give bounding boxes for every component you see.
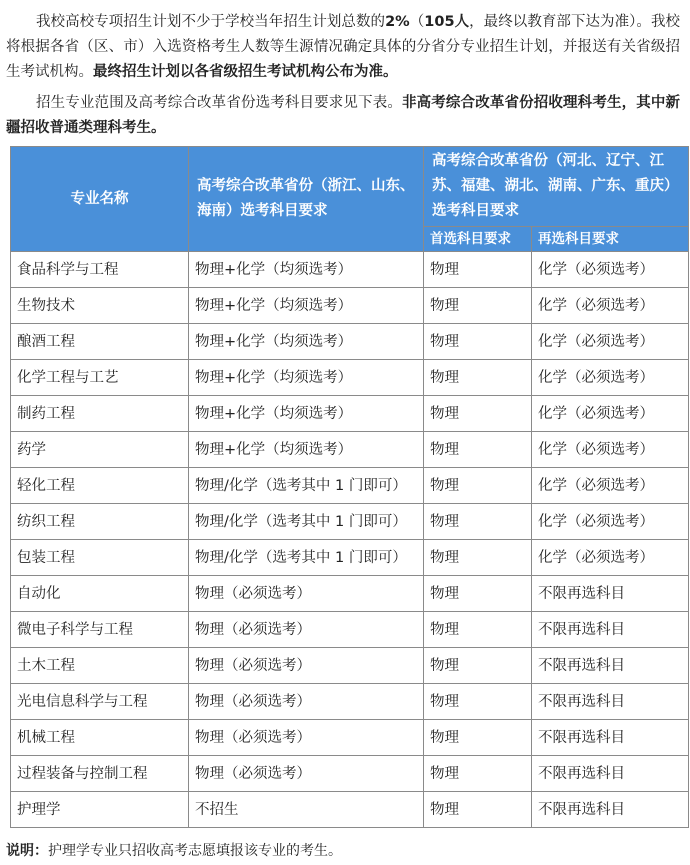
table-row — [11, 324, 689, 360]
text-span: 我校高校专项招生计划不少于学校当年招生计划总数的 — [36, 14, 386, 30]
text-span: ，最终以教育部下达为准）。我校将根据各省（区、市）入选资格考生人数等生源情况确定具体的分省分专业招生计划，并报送有关省级招生考试机构。 — [6, 14, 681, 80]
cell-first: 物理 — [424, 504, 532, 540]
cell-second: 不限再选科目 — [532, 576, 689, 612]
cell-group1: 物理（必须选考） — [189, 648, 424, 684]
header-major: 专业名称 — [11, 147, 189, 252]
cell-second: 不限再选科目 — [532, 792, 689, 828]
table-row — [11, 288, 689, 324]
table-row — [11, 648, 689, 684]
cell-first: 物理 — [424, 756, 532, 792]
cell-first: 物理 — [424, 576, 532, 612]
cell-major: 纺织工程 — [11, 504, 189, 540]
cell-first: 物理 — [424, 540, 532, 576]
table-row — [11, 540, 689, 576]
cell-first: 物理 — [424, 432, 532, 468]
cell-second: 化学（必须选考） — [532, 360, 689, 396]
text-span: （ — [409, 14, 425, 30]
text-span: 招生专业范围及高考综合改革省份选考科目要求见下表。 — [36, 95, 402, 111]
cell-first: 物理 — [424, 288, 532, 324]
table-row — [11, 504, 689, 540]
cell-first: 物理 — [424, 360, 532, 396]
cell-major: 生物技术 — [11, 288, 189, 324]
cell-major: 化学工程与工艺 — [11, 360, 189, 396]
cell-group1: 物理/化学（选考其中 1 门即可） — [189, 468, 424, 504]
table-row — [11, 684, 689, 720]
cell-major: 轻化工程 — [11, 468, 189, 504]
cell-group1: 物理+化学（均须选考） — [189, 288, 424, 324]
cell-first: 物理 — [424, 396, 532, 432]
table-row — [11, 396, 689, 432]
cell-first: 物理 — [424, 792, 532, 828]
bold-percent: 2% — [385, 14, 410, 30]
cell-second: 不限再选科目 — [532, 684, 689, 720]
cell-second: 不限再选科目 — [532, 648, 689, 684]
cell-major: 机械工程 — [11, 720, 189, 756]
cell-first: 物理 — [424, 612, 532, 648]
cell-group1: 物理+化学（均须选考） — [189, 432, 424, 468]
cell-group1: 不招生 — [189, 792, 424, 828]
cell-group1: 物理（必须选考） — [189, 684, 424, 720]
cell-second: 化学（必须选考） — [532, 468, 689, 504]
cell-group1: 物理+化学（均须选考） — [189, 252, 424, 288]
cell-second: 化学（必须选考） — [532, 288, 689, 324]
header-second-subject: 再选科目要求 — [532, 227, 689, 252]
cell-major: 自动化 — [11, 576, 189, 612]
note — [6, 840, 342, 862]
cell-second: 不限再选科目 — [532, 756, 689, 792]
cell-group1: 物理（必须选考） — [189, 756, 424, 792]
table-body — [11, 252, 689, 828]
cell-major: 护理学 — [11, 792, 189, 828]
intro-paragraph-1 — [0, 0, 690, 85]
table-row — [11, 576, 689, 612]
header-group1: 高考综合改革省份（浙江、山东、海南）选考科目要求 — [189, 147, 424, 252]
bold-statement: 最终招生计划以各省级招生考试机构公布为准。 — [93, 64, 398, 80]
cell-group1: 物理/化学（选考其中 1 门即可） — [189, 540, 424, 576]
cell-major: 制药工程 — [11, 396, 189, 432]
table-row — [11, 792, 689, 828]
header-first-subject: 首选科目要求 — [424, 227, 532, 252]
cell-major: 过程装备与控制工程 — [11, 756, 189, 792]
cell-group1: 物理（必须选考） — [189, 576, 424, 612]
cell-first: 物理 — [424, 468, 532, 504]
cell-group1: 物理/化学（选考其中 1 门即可） — [189, 504, 424, 540]
cell-second: 化学（必须选考） — [532, 504, 689, 540]
bold-count: 105人 — [424, 14, 470, 30]
header-group2: 高考综合改革省份（河北、辽宁、江苏、福建、湖北、湖南、广东、重庆）选考科目要求 — [424, 147, 689, 227]
cell-major: 光电信息科学与工程 — [11, 684, 189, 720]
cell-group1: 物理（必须选考） — [189, 612, 424, 648]
cell-second: 化学（必须选考） — [532, 540, 689, 576]
cell-group1: 物理+化学（均须选考） — [189, 324, 424, 360]
cell-first: 物理 — [424, 648, 532, 684]
cell-second: 不限再选科目 — [532, 720, 689, 756]
cell-major: 包装工程 — [11, 540, 189, 576]
cell-group1: 物理+化学（均须选考） — [189, 360, 424, 396]
cell-first: 物理 — [424, 720, 532, 756]
table-row — [11, 432, 689, 468]
table-row — [11, 720, 689, 756]
cell-major: 微电子科学与工程 — [11, 612, 189, 648]
note-text: 护理学专业只招收高考志愿填报该专业的考生。 — [48, 843, 342, 859]
cell-second: 化学（必须选考） — [532, 432, 689, 468]
subject-requirements-table — [10, 146, 689, 828]
cell-first: 物理 — [424, 324, 532, 360]
cell-group1: 物理+化学（均须选考） — [189, 396, 424, 432]
table-row — [11, 252, 689, 288]
cell-major: 药学 — [11, 432, 189, 468]
cell-first: 物理 — [424, 252, 532, 288]
cell-second: 化学（必须选考） — [532, 252, 689, 288]
cell-second: 化学（必须选考） — [532, 396, 689, 432]
table-row — [11, 360, 689, 396]
cell-major: 土木工程 — [11, 648, 189, 684]
table-row — [11, 756, 689, 792]
cell-group1: 物理（必须选考） — [189, 720, 424, 756]
table-row — [11, 612, 689, 648]
cell-second: 不限再选科目 — [532, 612, 689, 648]
table-row — [11, 468, 689, 504]
intro-paragraph-2 — [0, 91, 690, 141]
cell-first: 物理 — [424, 684, 532, 720]
cell-major: 酿酒工程 — [11, 324, 189, 360]
bold-statement: 非高考综合改革省份招收理科考生，其中新疆招收普通类理科考生。 — [6, 95, 681, 136]
note-label: 说明： — [6, 843, 48, 859]
cell-second: 化学（必须选考） — [532, 324, 689, 360]
cell-major: 食品科学与工程 — [11, 252, 189, 288]
